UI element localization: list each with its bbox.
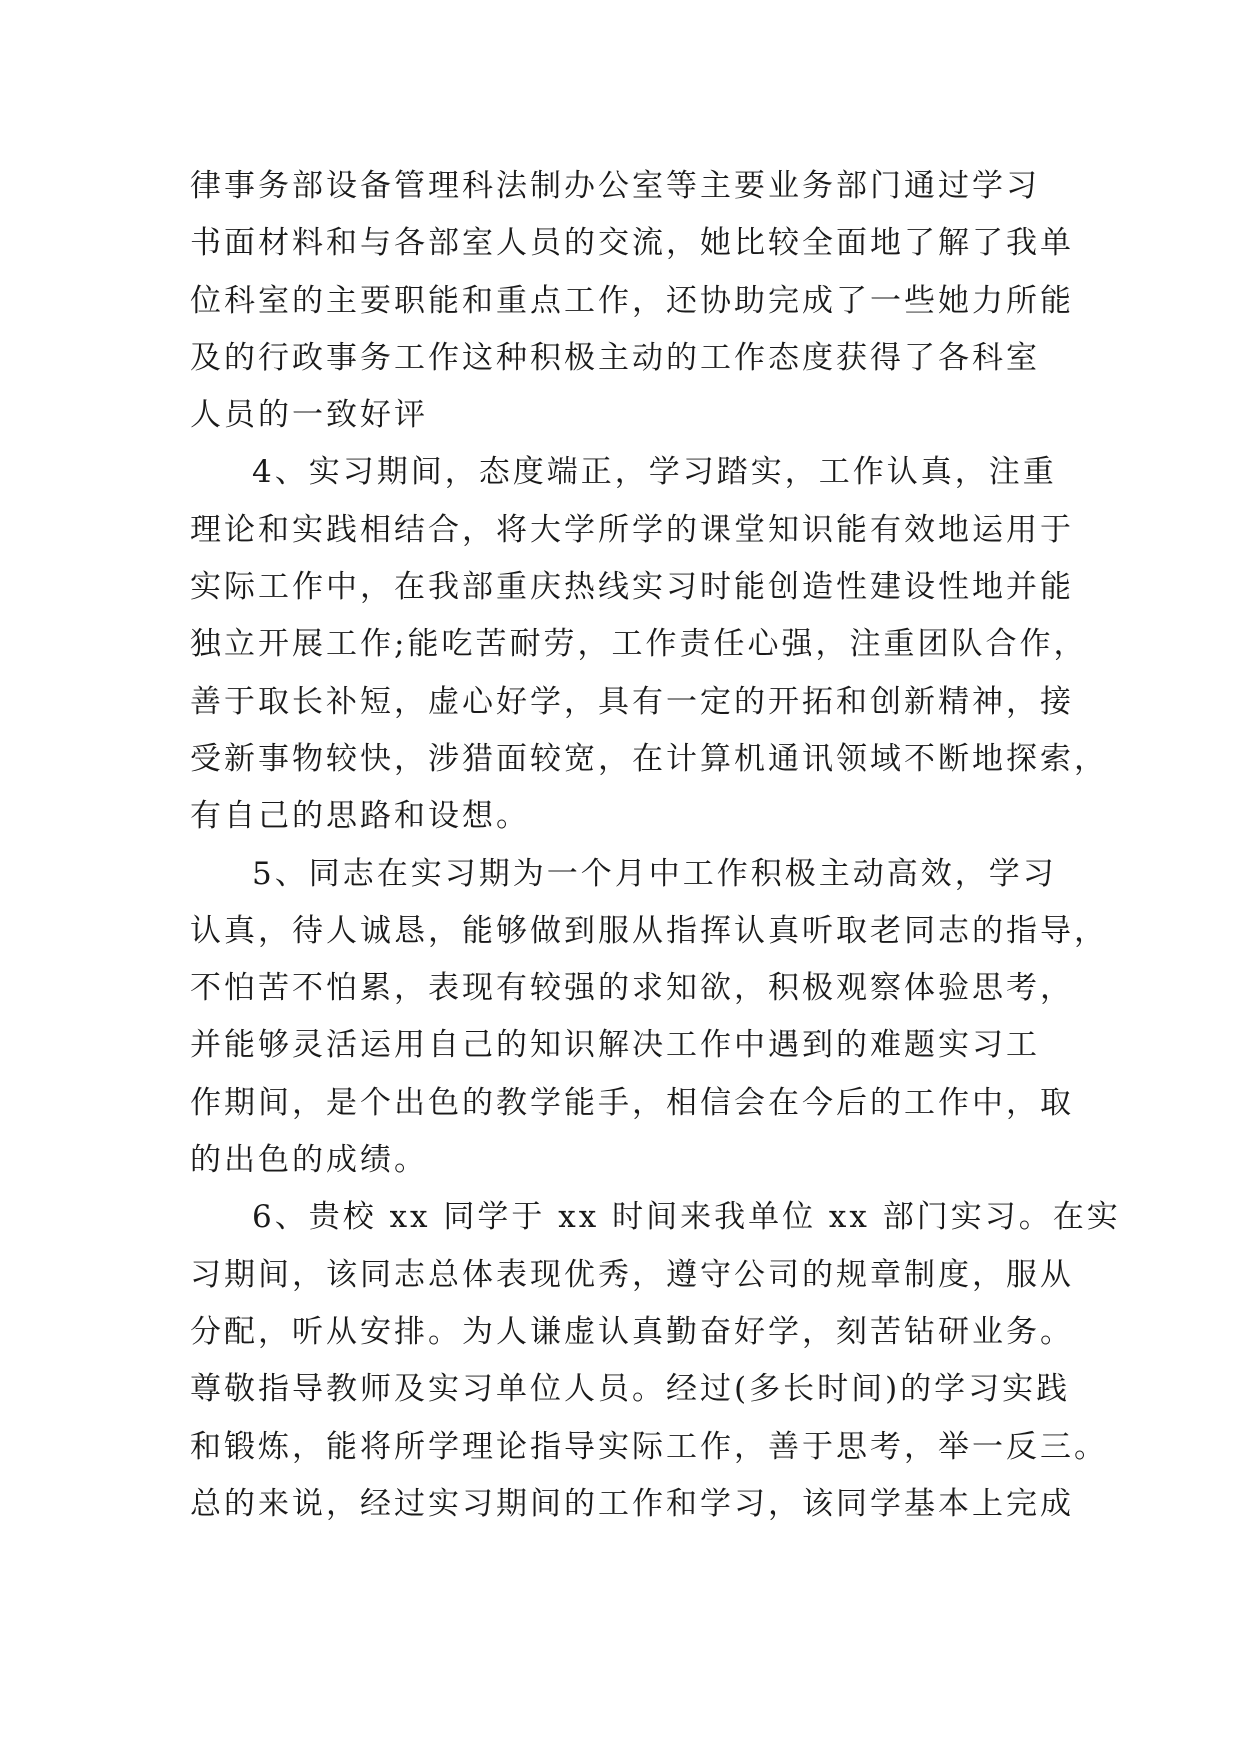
document-body (190, 158, 1121, 1533)
text-line: 理论和实践相结合，将大学所学的课堂知识能有效地运用于 (190, 511, 1074, 548)
text-line: 受新事物较快，涉猎面较宽，在计算机通讯领域不断地探索， (190, 740, 1108, 777)
text-line: 并能够灵活运用自己的知识解决工作中遇到的难题实习工 (190, 1027, 1040, 1064)
text-line: 的出色的成绩。 (190, 1142, 428, 1179)
text-line: 总的来说，经过实习期间的工作和学习，该同学基本上完成 (190, 1485, 1074, 1522)
text-line: 实际工作中，在我部重庆热线实习时能创造性建设性地并能 (190, 569, 1074, 606)
text-line: 善于取长补短，虚心好学，具有一定的开拓和创新精神，接 (190, 683, 1074, 720)
text-line: 人员的一致好评 (190, 397, 428, 434)
paragraph-start-6: 6、贵校 xx 同学于 xx 时间来我单位 xx 部门实习。在实 (252, 1199, 1121, 1236)
paragraph-start-5: 5、同志在实习期为一个月中工作积极主动高效，学习 (252, 855, 1057, 892)
paragraph-start-4: 4、实习期间，态度端正，学习踏实，工作认真，注重 (252, 454, 1057, 491)
text-line: 书面材料和与各部室人员的交流，她比较全面地了解了我单 (190, 225, 1074, 262)
text-line: 独立开展工作;能吃苦耐劳，工作责任心强，注重团队合作， (190, 626, 1088, 663)
text-line: 位科室的主要职能和重点工作，还协助完成了一些她力所能 (190, 282, 1074, 319)
text-line: 分配，听从安排。为人谦虚认真勤奋好学，刻苦钻研业务。 (190, 1313, 1074, 1350)
text-line: 尊敬指导教师及实习单位人员。经过(多长时间)的学习实践 (190, 1371, 1071, 1408)
text-line: 不怕苦不怕累，表现有较强的求知欲，积极观察体验思考， (190, 970, 1074, 1007)
text-line: 律事务部设备管理科法制办公室等主要业务部门通过学习 (190, 168, 1040, 204)
text-line: 认真，待人诚恳，能够做到服从指挥认真听取老同志的指导， (190, 912, 1108, 949)
text-line: 有自己的思路和设想。 (190, 798, 530, 835)
text-line: 习期间，该同志总体表现优秀，遵守公司的规章制度，服从 (190, 1256, 1074, 1293)
text-line: 作期间，是个出色的教学能手，相信会在今后的工作中，取 (190, 1084, 1074, 1121)
text-line: 和锻炼，能将所学理论指导实际工作，善于思考，举一反三。 (190, 1428, 1108, 1465)
text-line: 及的行政事务工作这种积极主动的工作态度获得了各科室 (190, 339, 1040, 376)
